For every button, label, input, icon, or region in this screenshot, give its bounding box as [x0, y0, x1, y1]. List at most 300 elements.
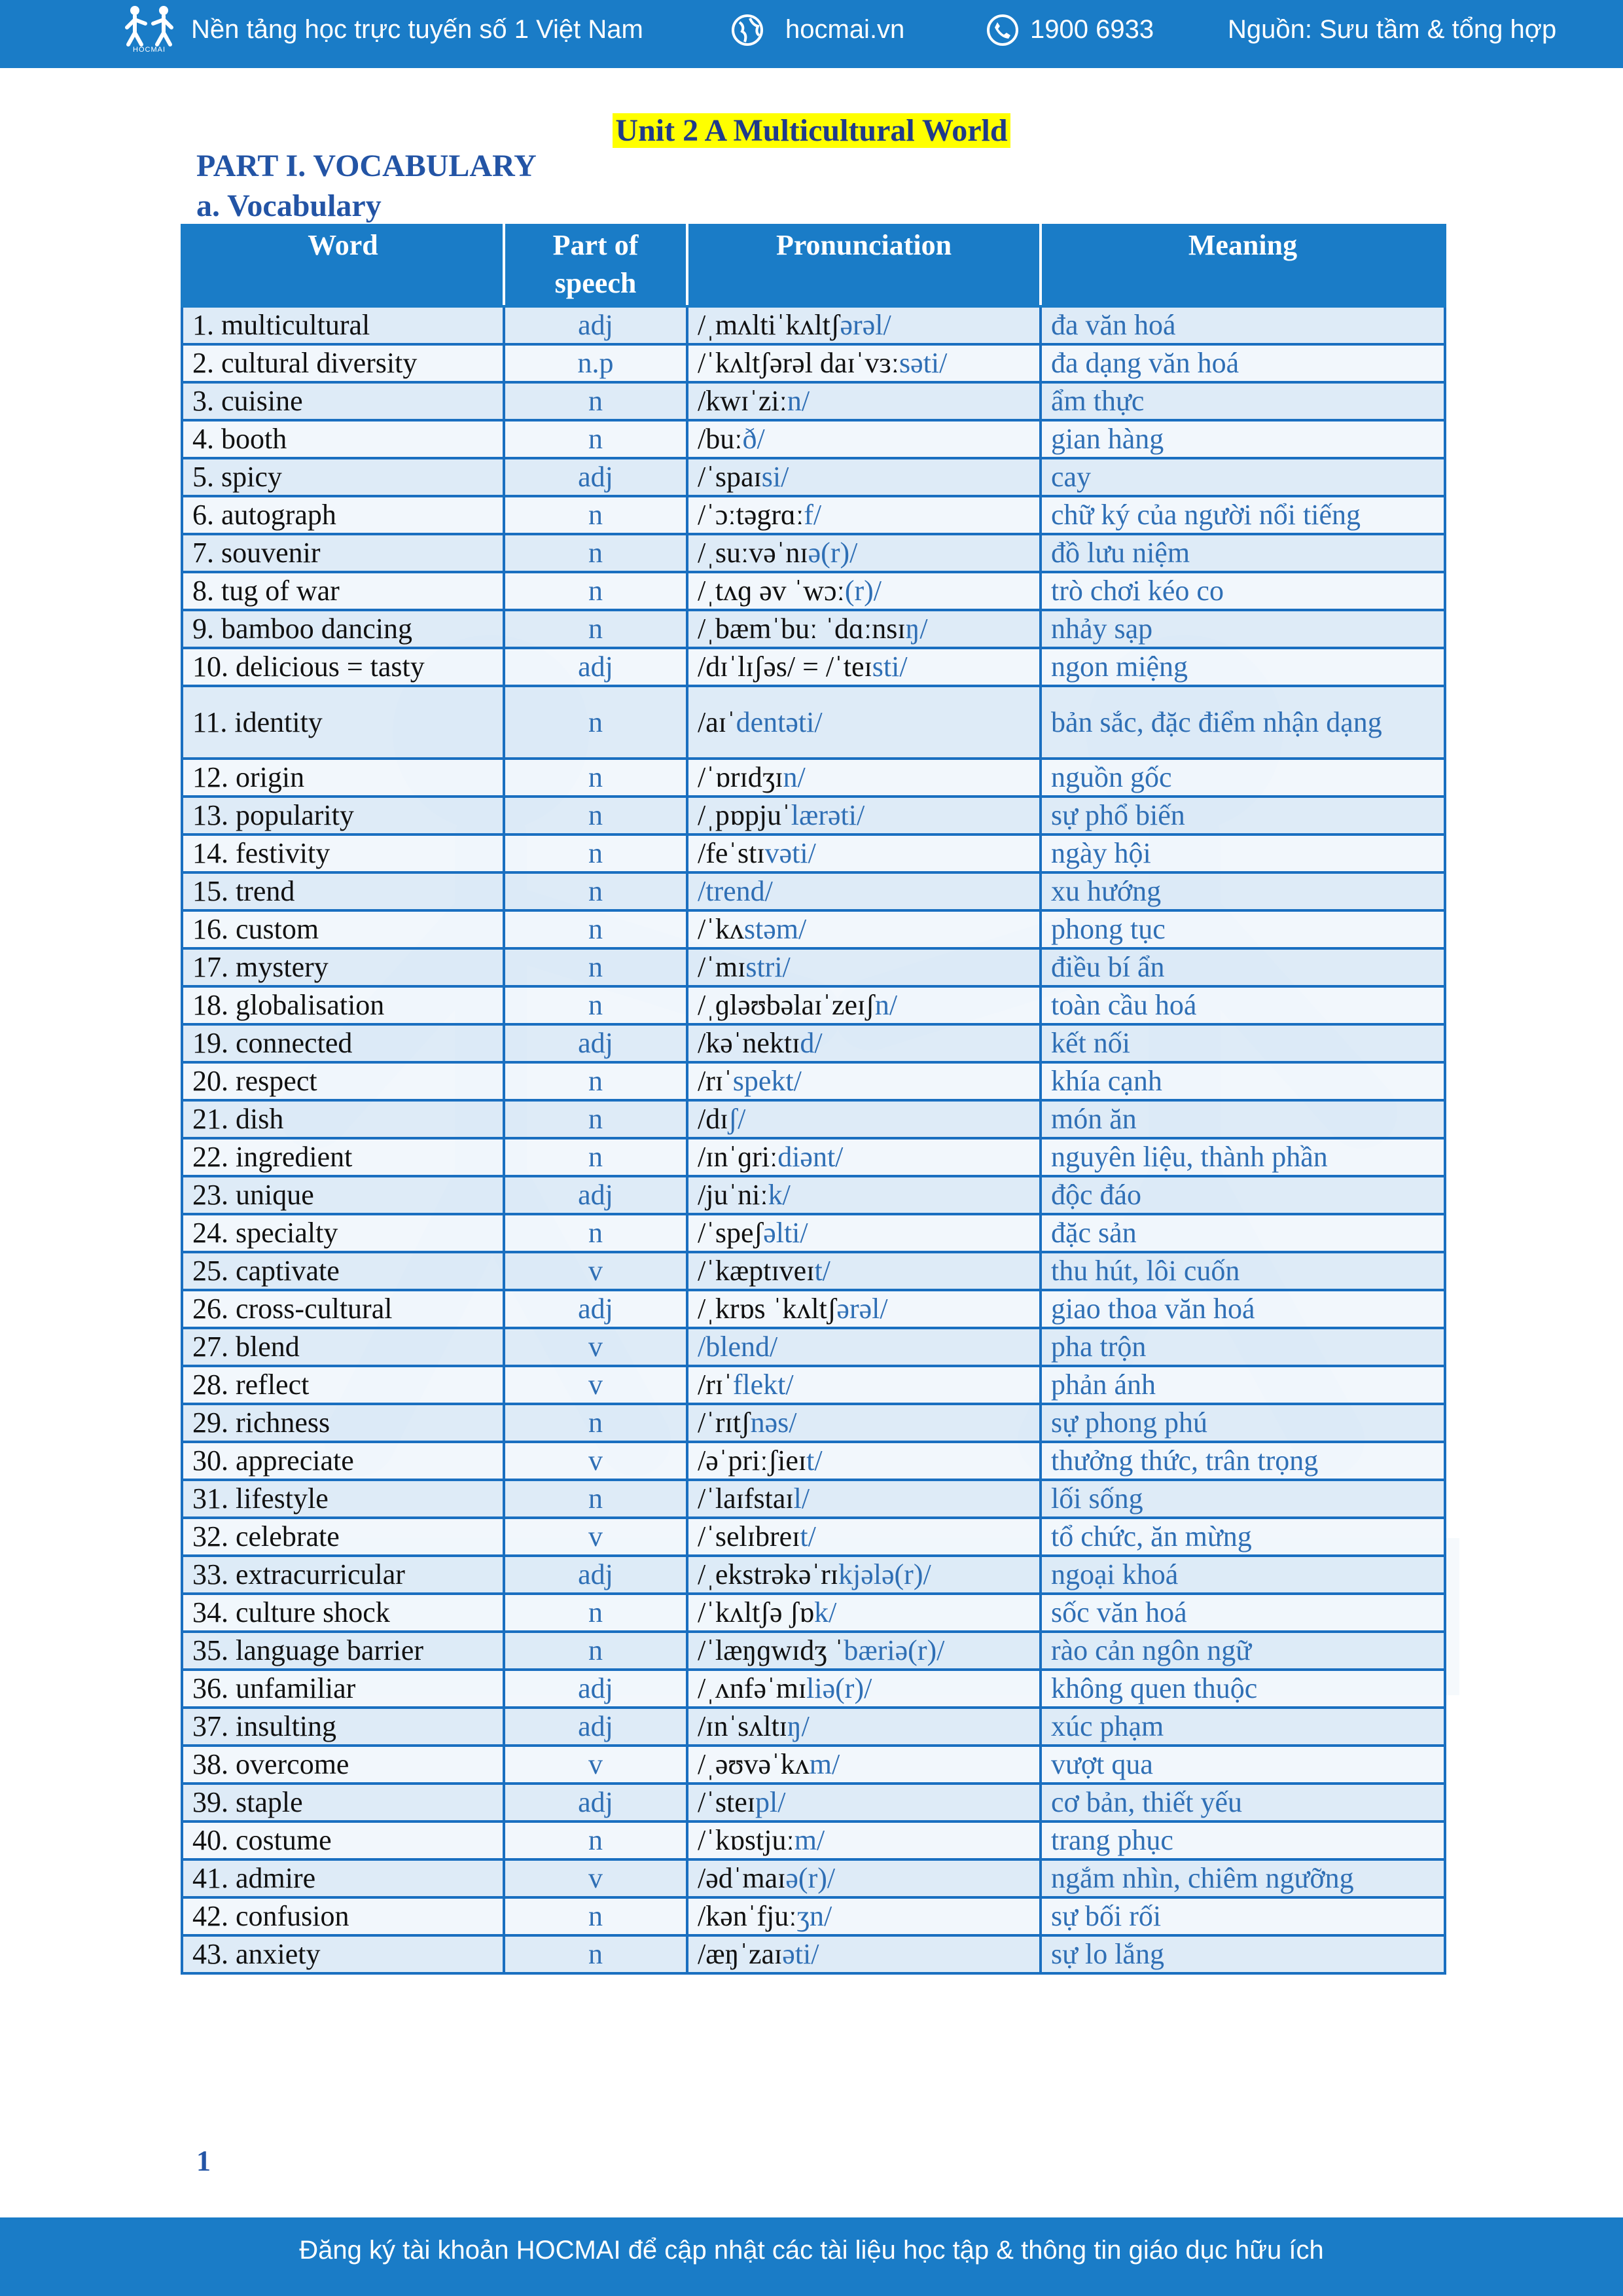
- meaning-cell: trò chơi kéo co: [1041, 572, 1445, 610]
- pronunciation-main: /ˈselɪbreɪ: [698, 1520, 800, 1552]
- pronunciation-main: /ˌʌnfəˈmɪ: [698, 1672, 807, 1704]
- word-cell: 1. multicultural: [182, 306, 504, 344]
- table-row: [182, 1062, 1445, 1100]
- pronunciation-main: /ˈkʌ: [698, 913, 744, 945]
- word-cell: 18. globalisation: [182, 986, 504, 1024]
- pronunciation-cell: [687, 382, 1041, 420]
- word-cell: 30. appreciate: [182, 1442, 504, 1480]
- pronunciation-tail: (r)/: [844, 575, 882, 607]
- pronunciation-cell: [687, 686, 1041, 759]
- pronunciation-tail: bæriə(r)/: [844, 1634, 945, 1666]
- pronunciation-cell: [687, 648, 1041, 686]
- meaning-cell: sự lo lắng: [1041, 1935, 1445, 1973]
- pronunciation-cell: [687, 572, 1041, 610]
- meaning-cell: đa dạng văn hoá: [1041, 344, 1445, 382]
- pronunciation-tail: səti/: [899, 347, 948, 379]
- column-header-word: Word: [182, 225, 504, 306]
- part-of-speech-cell: n: [504, 1480, 687, 1518]
- pronunciation-cell: [687, 986, 1041, 1024]
- meaning-cell: đặc sản: [1041, 1214, 1445, 1252]
- word-cell: 25. captivate: [182, 1252, 504, 1290]
- pronunciation-cell: [687, 1366, 1041, 1404]
- part-of-speech-cell: n: [504, 986, 687, 1024]
- pronunciation-main: /ˌəʊvəˈkʌ: [698, 1748, 810, 1780]
- pronunciation-cell: [687, 420, 1041, 458]
- phone-icon: [986, 13, 1020, 47]
- header-source: Nguồn: Sưu tầm & tổng hợp: [1228, 15, 1557, 44]
- pronunciation-cell: [687, 1214, 1041, 1252]
- part-of-speech-cell: v: [504, 1518, 687, 1556]
- pronunciation-cell: [687, 1442, 1041, 1480]
- vocabulary-table: [181, 224, 1446, 1975]
- footer-bar: [0, 2217, 1623, 2296]
- part-of-speech-cell: n: [504, 1062, 687, 1100]
- pronunciation-cell: [687, 1252, 1041, 1290]
- pronunciation-main: /ˈkʌltʃə ʃɒ: [698, 1596, 815, 1628]
- word-cell: 31. lifestyle: [182, 1480, 504, 1518]
- pronunciation-main: /ˈkæptɪveɪ: [698, 1255, 815, 1287]
- pronunciation-tail: pl/: [755, 1786, 786, 1818]
- meaning-cell: rào cản ngôn ngữ: [1041, 1632, 1445, 1670]
- word-cell: 21. dish: [182, 1100, 504, 1138]
- pronunciation-cell: [687, 306, 1041, 344]
- word-cell: 2. cultural diversity: [182, 344, 504, 382]
- pronunciation-cell: [687, 1897, 1041, 1935]
- table-row: [182, 610, 1445, 648]
- meaning-cell: lối sống: [1041, 1480, 1445, 1518]
- pronunciation-tail: ŋ/: [787, 1710, 810, 1742]
- part-of-speech-cell: n: [504, 1594, 687, 1632]
- pronunciation-tail: n/: [787, 385, 810, 417]
- table-row: [182, 834, 1445, 872]
- table-row: [182, 1859, 1445, 1897]
- table-row: [182, 1594, 1445, 1632]
- pronunciation-main: /ˌkrɒs ˈkʌltʃ: [698, 1293, 837, 1325]
- meaning-cell: điều bí ẩn: [1041, 948, 1445, 986]
- pronunciation-cell: [687, 1670, 1041, 1708]
- meaning-cell: sự phổ biến: [1041, 797, 1445, 834]
- pronunciation-main: /feˈstɪ: [698, 837, 765, 869]
- pronunciation-tail: spekt/: [732, 1065, 802, 1097]
- word-cell: 41. admire: [182, 1859, 504, 1897]
- pronunciation-tail: k/: [768, 1179, 791, 1211]
- meaning-cell: thu hút, lôi cuốn: [1041, 1252, 1445, 1290]
- table-row: [182, 496, 1445, 534]
- table-row: [182, 759, 1445, 797]
- word-cell: 5. spicy: [182, 458, 504, 496]
- meaning-cell: thưởng thức, trân trọng: [1041, 1442, 1445, 1480]
- pronunciation-main: /ɪnˈɡriː: [698, 1141, 778, 1173]
- meaning-cell: nhảy sạp: [1041, 610, 1445, 648]
- pronunciation-tail: vəti/: [764, 837, 816, 869]
- pronunciation-cell: [687, 797, 1041, 834]
- part-of-speech-cell: n: [504, 686, 687, 759]
- pronunciation-cell: [687, 610, 1041, 648]
- part-of-speech-cell: n: [504, 382, 687, 420]
- part-of-speech-cell: v: [504, 1859, 687, 1897]
- pronunciation-main: /juˈniː: [698, 1179, 768, 1211]
- word-cell: 16. custom: [182, 910, 504, 948]
- word-cell: 15. trend: [182, 872, 504, 910]
- table-row: [182, 872, 1445, 910]
- pronunciation-main: /ˈspaɪ: [698, 461, 762, 493]
- word-cell: 8. tug of war: [182, 572, 504, 610]
- meaning-cell: nguồn gốc: [1041, 759, 1445, 797]
- pronunciation-cell: [687, 1062, 1041, 1100]
- meaning-cell: ngày hội: [1041, 834, 1445, 872]
- header-website-link[interactable]: hocmai.vn: [785, 15, 905, 44]
- meaning-cell: gian hàng: [1041, 420, 1445, 458]
- logo-text: HOCMAI: [133, 46, 166, 54]
- table-row: [182, 1290, 1445, 1328]
- part-of-speech-cell: n.p: [504, 344, 687, 382]
- column-header-part-of-speech: Part of speech: [504, 225, 687, 306]
- table-row: [182, 306, 1445, 344]
- pronunciation-main: /dɪˈlɪʃəs/ = /ˈteɪ: [698, 651, 872, 683]
- part-of-speech-cell: n: [504, 948, 687, 986]
- pronunciation-main: /ˌsuːvəˈnɪ: [698, 537, 808, 569]
- pronunciation-main: /kənˈfjuː: [698, 1900, 797, 1932]
- table-row: [182, 1404, 1445, 1442]
- pronunciation-tail: t/: [806, 1444, 823, 1477]
- pronunciation-main: /əˈpriːʃieɪ: [698, 1444, 807, 1477]
- footer-text: Đăng ký tài khoản HOCMAI để cập nhật các tài liệu học tập & thông tin giáo dục hữu ích: [299, 2236, 1324, 2265]
- word-cell: 10. delicious = tasty: [182, 648, 504, 686]
- meaning-cell: sốc văn hoá: [1041, 1594, 1445, 1632]
- pronunciation-tail: n/: [874, 989, 898, 1021]
- table-row: [182, 572, 1445, 610]
- word-cell: 42. confusion: [182, 1897, 504, 1935]
- part-of-speech-cell: n: [504, 1897, 687, 1935]
- part-of-speech-cell: n: [504, 759, 687, 797]
- part-of-speech-cell: n: [504, 572, 687, 610]
- pronunciation-tail: /blend/: [698, 1331, 778, 1363]
- table-row: [182, 686, 1445, 759]
- part-of-speech-cell: n: [504, 420, 687, 458]
- meaning-cell: không quen thuộc: [1041, 1670, 1445, 1708]
- pronunciation-main: /ˌɡləʊbəlaɪˈzeɪʃ: [698, 989, 875, 1021]
- part-of-speech-cell: adj: [504, 1670, 687, 1708]
- table-row: [182, 1100, 1445, 1138]
- pronunciation-main: /ˈɒrɪdʒɪ: [698, 761, 783, 793]
- pronunciation-cell: [687, 1404, 1041, 1442]
- part-of-speech-cell: adj: [504, 1708, 687, 1746]
- part-of-speech-cell: n: [504, 610, 687, 648]
- pronunciation-tail: ʒn/: [796, 1900, 832, 1932]
- pronunciation-cell: [687, 1594, 1041, 1632]
- pronunciation-tail: nəs/: [750, 1407, 797, 1439]
- word-cell: 28. reflect: [182, 1366, 504, 1404]
- pronunciation-main: /kwɪˈziː: [698, 385, 787, 417]
- pronunciation-tail: ð/: [742, 423, 765, 455]
- table-row: [182, 1784, 1445, 1821]
- table-row: [182, 420, 1445, 458]
- pronunciation-tail: f/: [804, 499, 822, 531]
- word-cell: 9. bamboo dancing: [182, 610, 504, 648]
- part-of-speech-cell: n: [504, 1632, 687, 1670]
- meaning-cell: toàn cầu hoá: [1041, 986, 1445, 1024]
- pronunciation-tail: ŋ/: [905, 613, 928, 645]
- header-bar: [0, 0, 1623, 68]
- word-cell: 6. autograph: [182, 496, 504, 534]
- pronunciation-main: /ˌtʌɡ əv ˈwɔː: [698, 575, 845, 607]
- part-of-speech-cell: v: [504, 1328, 687, 1366]
- pronunciation-tail: m/: [794, 1824, 825, 1856]
- word-cell: 3. cuisine: [182, 382, 504, 420]
- word-cell: 23. unique: [182, 1176, 504, 1214]
- globe-icon: [730, 13, 764, 47]
- meaning-cell: cay: [1041, 458, 1445, 496]
- word-cell: 29. richness: [182, 1404, 504, 1442]
- part-of-speech-cell: n: [504, 1404, 687, 1442]
- part-of-speech-cell: adj: [504, 1176, 687, 1214]
- pronunciation-cell: [687, 1100, 1041, 1138]
- word-cell: 35. language barrier: [182, 1632, 504, 1670]
- pronunciation-main: /ˈspeʃ: [698, 1217, 764, 1249]
- meaning-cell: cơ bản, thiết yếu: [1041, 1784, 1445, 1821]
- table-row: [182, 648, 1445, 686]
- pronunciation-cell: [687, 496, 1041, 534]
- column-header-meaning: Meaning: [1041, 225, 1445, 306]
- pronunciation-main: /ˌbæmˈbuː ˈdɑːnsɪ: [698, 613, 906, 645]
- part-of-speech-cell: v: [504, 1366, 687, 1404]
- table-row: [182, 910, 1445, 948]
- pronunciation-cell: [687, 834, 1041, 872]
- pronunciation-tail: ərəl/: [840, 309, 891, 341]
- table-row: [182, 1176, 1445, 1214]
- pronunciation-main: /rɪˈ: [698, 1065, 733, 1097]
- meaning-cell: đa văn hoá: [1041, 306, 1445, 344]
- pronunciation-tail: ərəl/: [836, 1293, 888, 1325]
- part-of-speech-cell: adj: [504, 648, 687, 686]
- meaning-cell: vượt qua: [1041, 1746, 1445, 1784]
- pronunciation-main: /ˈmɪ: [698, 951, 746, 983]
- pronunciation-tail: d/: [800, 1027, 823, 1059]
- header-tagline: Nền tảng học trực tuyến số 1 Việt Nam: [191, 15, 643, 44]
- part-of-speech-cell: adj: [504, 1290, 687, 1328]
- pronunciation-tail: əlti/: [763, 1217, 808, 1249]
- pronunciation-cell: [687, 759, 1041, 797]
- part-of-speech-cell: v: [504, 1442, 687, 1480]
- pronunciation-tail: ʃ/: [728, 1103, 746, 1135]
- pronunciation-tail: sti/: [872, 651, 908, 683]
- word-cell: 36. unfamiliar: [182, 1670, 504, 1708]
- pronunciation-main: /ˈɔːtəgrɑː: [698, 499, 804, 531]
- pronunciation-tail: l/: [793, 1482, 810, 1515]
- word-cell: 13. popularity: [182, 797, 504, 834]
- pronunciation-main: /ədˈmaɪ: [698, 1862, 786, 1894]
- pronunciation-cell: [687, 1859, 1041, 1897]
- part-of-speech-cell: v: [504, 1252, 687, 1290]
- pronunciation-tail: kjələ(r)/: [838, 1558, 931, 1590]
- meaning-cell: đồ lưu niệm: [1041, 534, 1445, 572]
- pronunciation-cell: [687, 344, 1041, 382]
- word-cell: 20. respect: [182, 1062, 504, 1100]
- meaning-cell: ngoại khoá: [1041, 1556, 1445, 1594]
- word-cell: 11. identity: [182, 686, 504, 759]
- part-of-speech-cell: n: [504, 872, 687, 910]
- word-cell: 32. celebrate: [182, 1518, 504, 1556]
- table-row: [182, 1024, 1445, 1062]
- pronunciation-cell: [687, 948, 1041, 986]
- table-row: [182, 1935, 1445, 1973]
- meaning-cell: khía cạnh: [1041, 1062, 1445, 1100]
- pronunciation-cell: [687, 1632, 1041, 1670]
- table-header-row: [182, 225, 1445, 306]
- pronunciation-cell: [687, 1556, 1041, 1594]
- pronunciation-cell: [687, 1935, 1041, 1973]
- table-row: [182, 1670, 1445, 1708]
- pronunciation-main: /rɪˈ: [698, 1369, 733, 1401]
- pronunciation-cell: [687, 1176, 1041, 1214]
- word-cell: 19. connected: [182, 1024, 504, 1062]
- table-row: [182, 797, 1445, 834]
- pronunciation-tail: si/: [761, 461, 789, 493]
- pronunciation-main: /ˈlaɪfstaɪ: [698, 1482, 794, 1515]
- part-of-speech-cell: adj: [504, 458, 687, 496]
- meaning-cell: phản ánh: [1041, 1366, 1445, 1404]
- pronunciation-main: /ˈkɒstjuː: [698, 1824, 794, 1856]
- part-of-speech-cell: n: [504, 797, 687, 834]
- table-row: [182, 1518, 1445, 1556]
- word-cell: 7. souvenir: [182, 534, 504, 572]
- meaning-cell: giao thoa văn hoá: [1041, 1290, 1445, 1328]
- table-row: [182, 1897, 1445, 1935]
- pronunciation-main: /ˈkʌltʃərəl daɪˈvɜː: [698, 347, 900, 379]
- part-of-speech-cell: adj: [504, 306, 687, 344]
- header-phone[interactable]: 1900 6933: [1030, 15, 1154, 44]
- pronunciation-cell: [687, 1518, 1041, 1556]
- table-row: [182, 948, 1445, 986]
- pronunciation-tail: liə(r)/: [806, 1672, 872, 1704]
- pronunciation-main: /ɪnˈsʌltɪ: [698, 1710, 787, 1742]
- part-of-speech-cell: n: [504, 1214, 687, 1252]
- word-cell: 17. mystery: [182, 948, 504, 986]
- pronunciation-cell: [687, 1290, 1041, 1328]
- pronunciation-main: /ˈsteɪ: [698, 1786, 755, 1818]
- meaning-cell: xúc phạm: [1041, 1708, 1445, 1746]
- part-of-speech-cell: n: [504, 534, 687, 572]
- meaning-cell: phong tục: [1041, 910, 1445, 948]
- part-of-speech-cell: adj: [504, 1556, 687, 1594]
- meaning-cell: bản sắc, đặc điểm nhận dạng: [1041, 686, 1445, 759]
- table-row: [182, 1366, 1445, 1404]
- meaning-cell: pha trộn: [1041, 1328, 1445, 1366]
- word-cell: 38. overcome: [182, 1746, 504, 1784]
- pronunciation-main: /ˌpɒpjuˈ: [698, 799, 791, 831]
- pronunciation-tail: m/: [809, 1748, 840, 1780]
- meaning-cell: nguyên liệu, thành phần: [1041, 1138, 1445, 1176]
- table-row: [182, 1480, 1445, 1518]
- part-heading: PART I. VOCABULARY: [196, 149, 537, 183]
- pronunciation-cell: [687, 872, 1041, 910]
- pronunciation-tail: dentəti/: [736, 706, 823, 738]
- table-row: [182, 1214, 1445, 1252]
- meaning-cell: kết nối: [1041, 1024, 1445, 1062]
- pronunciation-tail: stəm/: [743, 913, 807, 945]
- part-of-speech-cell: n: [504, 1100, 687, 1138]
- meaning-cell: chữ ký của người nổi tiếng: [1041, 496, 1445, 534]
- meaning-cell: tổ chức, ăn mừng: [1041, 1518, 1445, 1556]
- pronunciation-tail: t/: [814, 1255, 830, 1287]
- pronunciation-tail: stri/: [745, 951, 791, 983]
- pronunciation-main: /ˌmʌltiˈkʌltʃ: [698, 309, 840, 341]
- table-row: [182, 344, 1445, 382]
- word-cell: 24. specialty: [182, 1214, 504, 1252]
- meaning-cell: ẩm thực: [1041, 382, 1445, 420]
- part-of-speech-cell: n: [504, 1821, 687, 1859]
- table-row: [182, 1708, 1445, 1746]
- table-row: [182, 382, 1445, 420]
- word-cell: 4. booth: [182, 420, 504, 458]
- pronunciation-tail: lærəti/: [791, 799, 865, 831]
- meaning-cell: ngon miệng: [1041, 648, 1445, 686]
- word-cell: 37. insulting: [182, 1708, 504, 1746]
- word-cell: 33. extracurricular: [182, 1556, 504, 1594]
- pronunciation-cell: [687, 534, 1041, 572]
- table-body: [182, 306, 1445, 1973]
- word-cell: 26. cross-cultural: [182, 1290, 504, 1328]
- word-cell: 34. culture shock: [182, 1594, 504, 1632]
- meaning-cell: trang phục: [1041, 1821, 1445, 1859]
- part-of-speech-cell: adj: [504, 1024, 687, 1062]
- pronunciation-tail: əti/: [782, 1938, 819, 1970]
- word-cell: 12. origin: [182, 759, 504, 797]
- meaning-cell: sự phong phú: [1041, 1404, 1445, 1442]
- part-of-speech-cell: v: [504, 1746, 687, 1784]
- table-row: [182, 534, 1445, 572]
- pronunciation-cell: [687, 1024, 1041, 1062]
- part-of-speech-cell: n: [504, 834, 687, 872]
- meaning-cell: độc đáo: [1041, 1176, 1445, 1214]
- pronunciation-main: /dɪ: [698, 1103, 728, 1135]
- word-cell: 22. ingredient: [182, 1138, 504, 1176]
- pronunciation-main: /aɪˈ: [698, 706, 736, 738]
- pronunciation-main: /æŋˈzaɪ: [698, 1938, 783, 1970]
- word-cell: 14. festivity: [182, 834, 504, 872]
- pronunciation-cell: [687, 1328, 1041, 1366]
- pronunciation-tail: n/: [783, 761, 806, 793]
- table-row: [182, 1556, 1445, 1594]
- pronunciation-tail: flekt/: [732, 1369, 794, 1401]
- table-row: [182, 1821, 1445, 1859]
- table-row: [182, 458, 1445, 496]
- meaning-cell: món ăn: [1041, 1100, 1445, 1138]
- table-row: [182, 986, 1445, 1024]
- pronunciation-cell: [687, 1821, 1041, 1859]
- pronunciation-main: /ˌekstrəkəˈrɪ: [698, 1558, 838, 1590]
- pronunciation-main: /ˈlæŋɡwɪdʒ ˈ: [698, 1634, 844, 1666]
- part-of-speech-cell: n: [504, 1138, 687, 1176]
- pronunciation-main: /ˈrɪtʃ: [698, 1407, 751, 1439]
- pronunciation-cell: [687, 1138, 1041, 1176]
- page-number: 1: [196, 2145, 211, 2177]
- word-cell: 27. blend: [182, 1328, 504, 1366]
- pronunciation-tail: /trend/: [698, 875, 773, 907]
- column-header-pronunciation: Pronunciation: [687, 225, 1041, 306]
- pronunciation-tail: k/: [814, 1596, 837, 1628]
- part-of-speech-cell: n: [504, 496, 687, 534]
- table-row: [182, 1252, 1445, 1290]
- table-row: [182, 1632, 1445, 1670]
- pronunciation-tail: t/: [800, 1520, 816, 1552]
- table-row: [182, 1328, 1445, 1366]
- pronunciation-cell: [687, 1746, 1041, 1784]
- word-cell: 39. staple: [182, 1784, 504, 1821]
- pronunciation-cell: [687, 910, 1041, 948]
- pronunciation-tail: diənt/: [777, 1141, 844, 1173]
- document-title: Unit 2 A Multicultural World: [0, 110, 1623, 152]
